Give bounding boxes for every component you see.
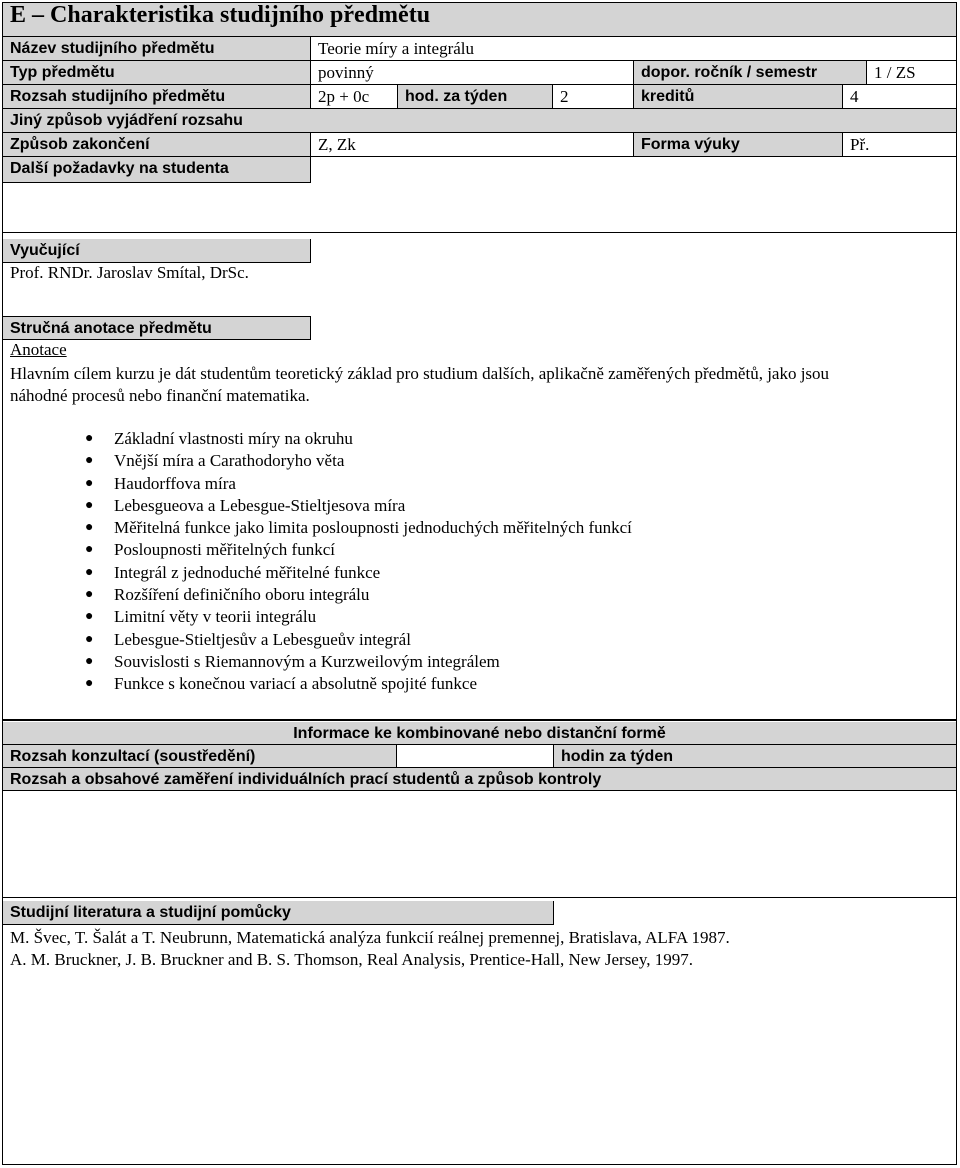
list-item: ● Měřitelná funkce jako limita posloupnosti jednoduchých měřitelných funkcí (85, 518, 632, 538)
list-item: ● Limitní věty v teorii integrálu (85, 607, 317, 627)
list-item: ● Vnější míra a Carathodoryho věta (85, 451, 345, 471)
list-item: ● Integrál z jednoduché měřitelné funkce (85, 562, 381, 582)
zakonceni-value: Z, Zk (310, 133, 633, 156)
row-typ (3, 61, 956, 85)
vyucujici-label: Vyučující (3, 239, 311, 263)
row-zakonceni (3, 133, 956, 157)
kombinovana-heading: Informace ke kombinované nebo distanční formě (293, 725, 666, 742)
page-title: E – Charakteristika studijního předmětu (10, 2, 431, 28)
konzultace-label: Rozsah konzultací (soustředění) (3, 745, 396, 767)
list-item: ● Lebesgue-Stieltjesův a Lebesgueův integrál (85, 629, 411, 649)
kombinovana-heading-row (3, 722, 956, 745)
bullet-icon: ● (85, 453, 94, 469)
bullet-icon: ● (85, 542, 94, 558)
anotace-label: Stručná anotace předmětu (3, 316, 311, 340)
course-form (2, 2, 957, 1165)
bullet-icon: ● (85, 676, 94, 692)
pozadavky-label: Další požadavky na studenta (3, 157, 311, 183)
hod-value: 2 (552, 85, 633, 108)
divider-pozadavky (3, 232, 956, 233)
title-bar (3, 3, 956, 37)
bullet-icon: ● (85, 564, 94, 580)
typ-value: povinný (310, 61, 633, 84)
list-item: ● Rozšíření definičního oboru integrálu (85, 585, 370, 605)
bullet-icon: ● (85, 587, 94, 603)
rozsah-value: 2p + 0c (310, 85, 397, 108)
row-nazev (3, 37, 956, 61)
list-item: ● Souvislosti s Riemannovým a Kurzweilovým integrálem (85, 651, 500, 671)
row-konzultace (3, 745, 956, 768)
bullet-icon: ● (85, 609, 94, 625)
anotace-subheading: Anotace (10, 340, 67, 359)
kredity-label: kreditů (633, 85, 842, 108)
literatura-label: Studijní literatura a studijní pomůcky (3, 901, 554, 925)
bullet-icon: ● (85, 631, 94, 647)
topic-list (85, 428, 632, 696)
row-prace (3, 768, 956, 791)
divider-kombinovana (3, 719, 956, 721)
divider-literatura (3, 897, 956, 898)
anotace-text-line1: Hlavním cílem kurzu je dát studentům teoretický základ pro studium dalších, aplikačně zaměřených předmětů, jako jsou (10, 364, 830, 383)
row-jiny (3, 109, 956, 133)
bullet-icon: ● (85, 497, 94, 513)
nazev-value: Teorie míry a integrálu (310, 37, 956, 60)
zakonceni-label: Způsob zakončení (3, 133, 310, 156)
prace-label: Rozsah a obsahové zaměření individuálních prací studentů a způsob kontroly (10, 771, 602, 788)
bullet-icon: ● (85, 475, 94, 491)
anotace-text-line2: náhodné procesů nebo finanční matematika. (10, 386, 310, 405)
rocnik-value: 1 / ZS (866, 61, 956, 84)
typ-label: Typ předmětu (3, 61, 310, 84)
list-item: ● Lebesgueova a Lebesgue-Stieltjesova míra (85, 495, 406, 515)
bullet-icon: ● (85, 653, 94, 669)
konzultace-value (396, 745, 553, 767)
list-item: ● Základní vlastnosti míry na okruhu (85, 429, 353, 448)
forma-value: Př. (842, 133, 956, 156)
jiny-label: Jiný způsob vyjádření rozsahu (10, 112, 243, 129)
kredity-value: 4 (842, 85, 956, 108)
hodin-label: hodin za týden (553, 745, 956, 767)
row-rozsah (3, 85, 956, 109)
vyucujici-name: Prof. RNDr. Jaroslav Smítal, DrSc. (10, 263, 249, 282)
literatura-item: M. Švec, T. Šalát a T. Neubrunn, Matematická analýza funkcií reálnej premennej, Bratislava, ALFA 1987. (10, 928, 730, 947)
list-item: ● Haudorffova míra (85, 473, 236, 493)
list-item: ● Posloupnosti měřitelných funkcí (85, 540, 335, 560)
rocnik-label: dopor. ročník / semestr (633, 61, 866, 84)
bullet-icon: ● (85, 431, 94, 446)
rozsah-label: Rozsah studijního předmětu (3, 85, 310, 108)
literatura-item: A. M. Bruckner, J. B. Bruckner and B. S. Thomson, Real Analysis, Prentice-Hall, New Jersey, 1997. (10, 950, 693, 969)
bullet-icon: ● (85, 520, 94, 536)
hod-label: hod. za týden (397, 85, 552, 108)
nazev-label: Název studijního předmětu (3, 37, 310, 60)
list-item: ● Funkce s konečnou variací a absolutně spojité funkce (85, 674, 478, 694)
forma-label: Forma výuky (633, 133, 842, 156)
